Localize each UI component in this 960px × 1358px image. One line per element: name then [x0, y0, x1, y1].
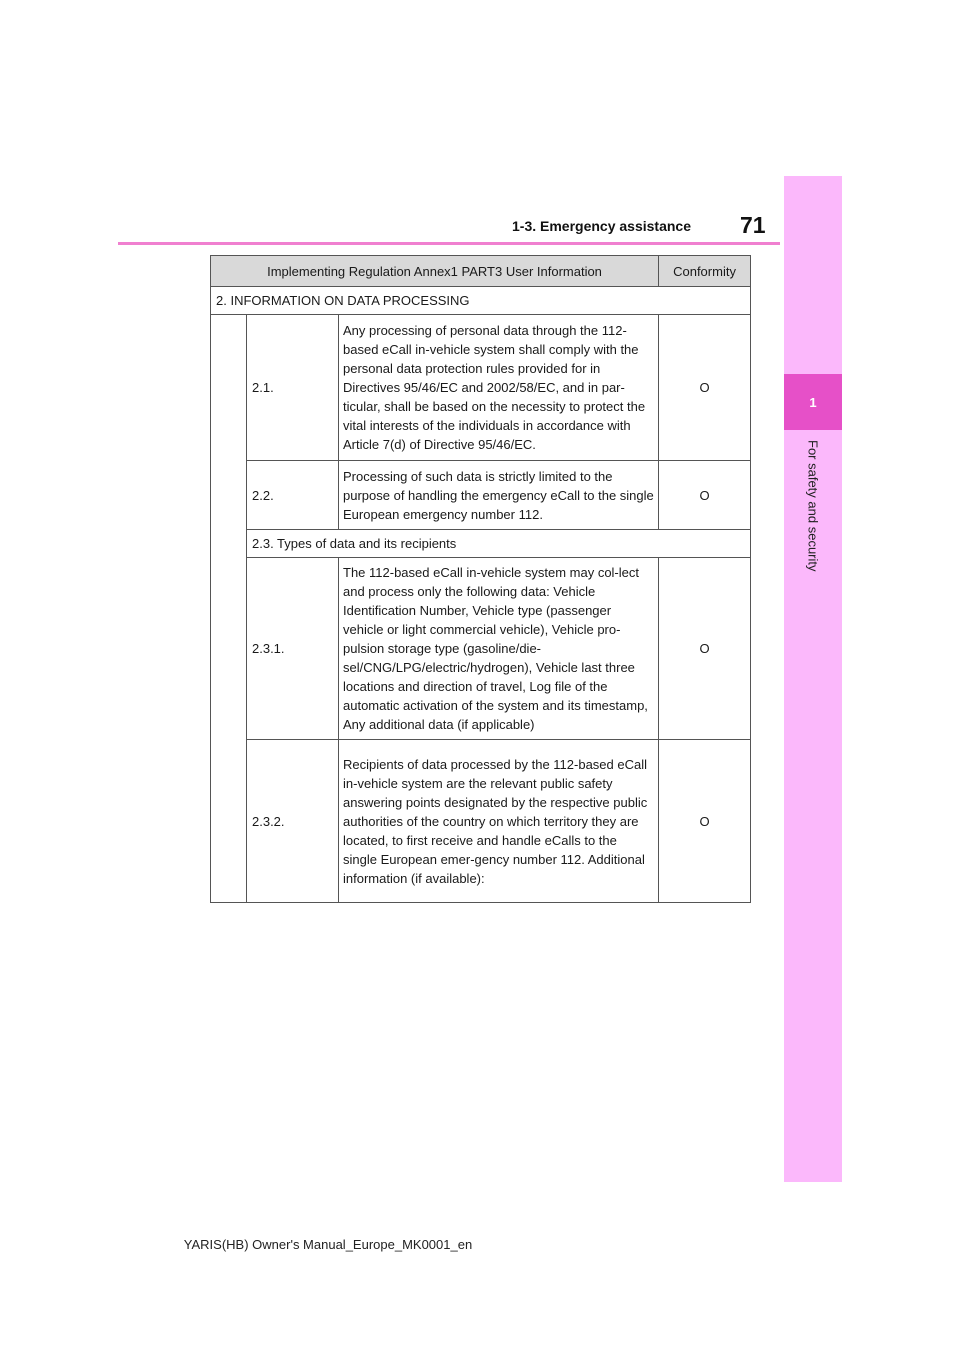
user-information-table [210, 255, 751, 903]
row-text: The 112-based eCall in-vehicle system may col-lect and process only the following data: Vehicle Identification Number, Vehicle type (passenger vehicle or light commercial vehicle), Vehicle pro-pulsion storage type (gasoline/die-sel/CNG/LPG/electric/hydrogen), Vehicle last three locations and direction of travel, Log file of the automatic activation of the system and its timestamp, Any additional data (if applicable) [339, 558, 659, 740]
header-divider [118, 242, 780, 245]
table-row [211, 461, 751, 530]
table-row [211, 315, 751, 461]
manual-footer [0, 1237, 960, 1252]
subsection-heading: 2.3. Types of data and its recipients [247, 530, 751, 558]
table-header-row [211, 256, 751, 287]
manual-id: YARIS(HB) Owner's Manual_Europe_MK0001_en [183, 1237, 473, 1252]
table-row [211, 558, 751, 740]
indent-cell [211, 315, 247, 903]
table-row [211, 740, 751, 903]
column-header-user-information: Implementing Regulation Annex1 PART3 User Information [211, 256, 659, 287]
row-text: Recipients of data processed by the 112-based eCall in-vehicle system are the relevant public safety answering points designated by the respective public authorities of the country on which territory they are located, to first receive and handle eCalls to the single European emer-gency number 112. Additional information (if available): [339, 740, 659, 903]
section-heading-row [211, 287, 751, 315]
row-text: Processing of such data is strictly limited to the purpose of handling the emergency eCall to the single European emergency number 112. [339, 461, 659, 530]
row-number: 2.3.2. [247, 740, 339, 903]
row-conformity: O [659, 740, 751, 903]
row-number: 2.3.1. [247, 558, 339, 740]
column-header-conformity: Conformity [659, 256, 751, 287]
chapter-number-badge: 1 [784, 374, 842, 430]
row-conformity: O [659, 461, 751, 530]
page-number: 71 [740, 212, 766, 238]
section-title: 1-3. Emergency assistance [512, 218, 691, 234]
chapter-side-tab [784, 176, 842, 1182]
row-number: 2.2. [247, 461, 339, 530]
section-heading: 2. INFORMATION ON DATA PROCESSING [211, 287, 751, 315]
row-number: 2.1. [247, 315, 339, 461]
chapter-title-vertical [784, 440, 842, 600]
row-conformity: O [659, 315, 751, 461]
row-text: Any processing of personal data through the 112-based eCall in-vehicle system shall comply with the personal data protection rules provided for in Directives 95/46/EC and 2002/58/EC, and in par-ticular, shall be based on the necessity to protect the vital interests of the individuals in accordance with Article 7(d) of Directive 95/46/EC. [339, 315, 659, 461]
subsection-heading-row [211, 530, 751, 558]
chapter-title-label: For safety and security [805, 440, 821, 572]
row-conformity: O [659, 558, 751, 740]
